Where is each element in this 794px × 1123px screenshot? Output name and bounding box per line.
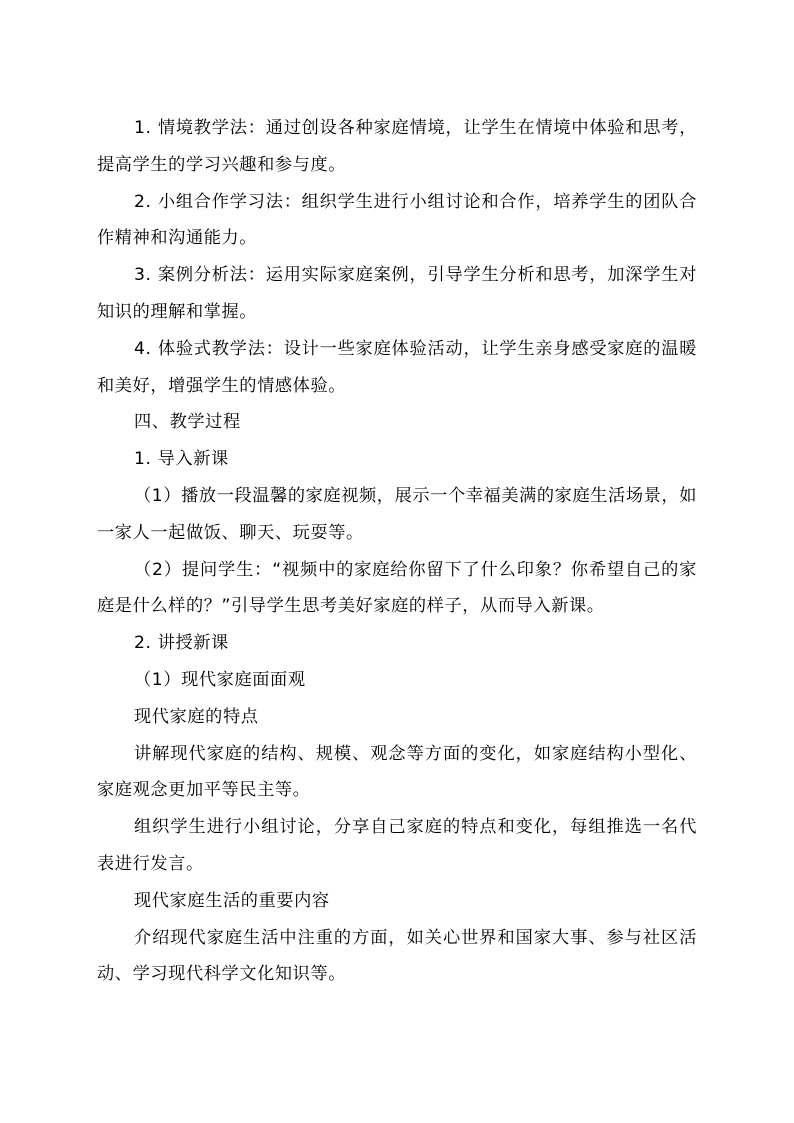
paragraph-family-life-aspects: 介绍现代家庭生活中注重的方面，如关心世界和国家大事、参与社区活动、学习现代科学文化知识等。 bbox=[97, 927, 697, 985]
subheading-introduce-new-lesson: 1. 导入新课 bbox=[134, 449, 229, 470]
paragraph-group-discussion: 组织学生进行小组讨论，分享自己家庭的特点和变化，每组推选一名代表进行发言。 bbox=[97, 817, 697, 874]
subheading-modern-family-features: 现代家庭的特点 bbox=[134, 706, 259, 727]
subheading-teach-new-lesson: 2. 讲授新课 bbox=[134, 633, 229, 654]
subheading-modern-family-overview: （1）现代家庭面面观 bbox=[134, 669, 306, 690]
subheading-family-life-content: 现代家庭生活的重要内容 bbox=[134, 890, 330, 911]
paragraph-ask-students: （2）提问学生：“视频中的家庭给你留下了什么印象？你希望自己的家庭是什么样的？”引导学生思考美好家庭的样子，从而导入新课。 bbox=[97, 559, 697, 617]
method-group-cooperation: 2. 小组合作学习法：组织学生进行小组讨论和合作，培养学生的团队合作精神和沟通能力。 bbox=[97, 191, 697, 249]
paragraph-play-family-video: （1）播放一段温馨的家庭视频，展示一个幸福美满的家庭生活场景，如一家人一起做饭、聊天、玩耍等。 bbox=[97, 485, 697, 543]
method-situational-teaching: 1. 情境教学法：通过创设各种家庭情境，让学生在情境中体验和思考，提高学生的学习兴趣和参与度。 bbox=[97, 118, 697, 175]
method-experiential-teaching: 4. 体验式教学法：设计一些家庭体验活动，让学生亲身感受家庭的温暖和美好，增强学生的情感体验。 bbox=[97, 338, 697, 396]
paragraph-explain-changes: 讲解现代家庭的结构、规模、观念等方面的变化，如家庭结构小型化、家庭观念更加平等民主等。 bbox=[97, 743, 697, 801]
document-body bbox=[97, 110, 697, 993]
method-case-analysis: 3. 案例分析法：运用实际家庭案例，引导学生分析和思考，加深学生对知识的理解和掌握。 bbox=[97, 265, 697, 322]
section-heading-teaching-process: 四、教学过程 bbox=[134, 412, 241, 433]
